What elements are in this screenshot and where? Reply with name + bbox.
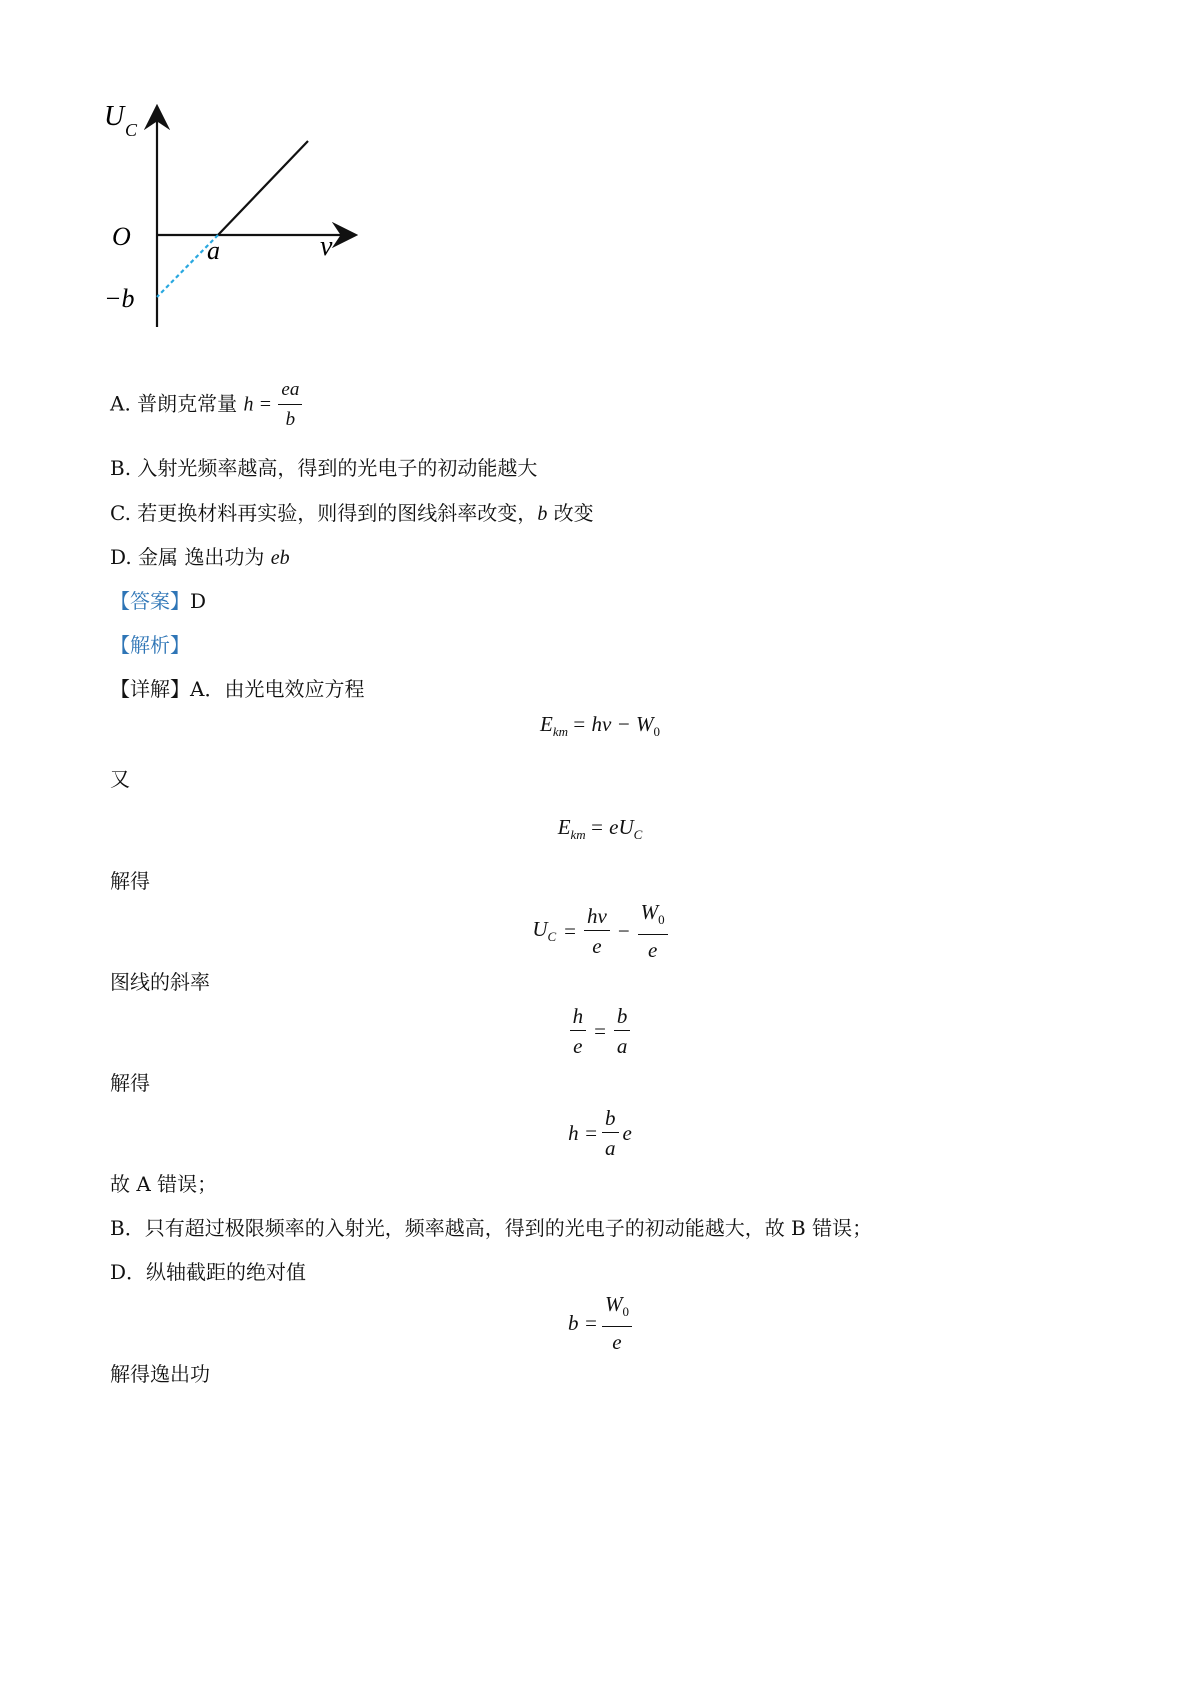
- d-explanation: D．纵轴截距的绝对值: [110, 1260, 307, 1284]
- equation-1: $E_{km}$ = $h\nu - W_0$: [540, 712, 660, 740]
- option-b: B. 入射光频率越高，得到的光电子的初动能越大: [110, 456, 538, 480]
- b-explanation: B．只有超过极限频率的入射光，频率越高，得到的光电子的初动能越大，故 B 错误；: [110, 1216, 873, 1240]
- option-d: D. 金属 逸出功为 eb: [110, 545, 290, 569]
- origin-label: O: [112, 222, 131, 251]
- y-axis-sub: C: [125, 120, 138, 140]
- y-intercept-label: −b: [104, 284, 135, 313]
- option-a: [110, 378, 302, 432]
- option-a-text: A. 普朗克常量: [110, 391, 238, 416]
- analysis-label: 【解析】: [110, 633, 190, 657]
- answer-label: 【答案】: [110, 589, 190, 613]
- option-a-fraction: $\frac{ea}{b}$: [278, 378, 302, 432]
- uc-line: [218, 141, 308, 235]
- a-wrong: 故 A 错误；: [110, 1172, 218, 1196]
- uc-vs-frequency-graph: [90, 95, 370, 355]
- y-axis-label: U: [104, 101, 125, 132]
- slope-text: 图线的斜率: [110, 970, 210, 994]
- detail-line-1: 【详解】A．由光电效应方程: [110, 677, 365, 701]
- equation-2: $E_{km}$ = $eU_C$: [557, 815, 643, 843]
- option-c: C. 若更换材料再实验，则得到的图线斜率改变，b 改变: [110, 501, 594, 525]
- x-axis-label: ν: [320, 231, 333, 262]
- jiede-2: 解得: [110, 1071, 150, 1095]
- jiede-1: 解得: [110, 869, 150, 893]
- you-text: 又: [110, 767, 130, 791]
- equation-6: b = $\frac{W_0}{e}$: [0, 1292, 1200, 1354]
- equation-4: $\frac{h}{e}$ = $\frac{b}{a}$: [0, 1004, 1200, 1058]
- jiede-w: 解得逸出功: [110, 1362, 210, 1386]
- answer-value: D: [190, 589, 207, 613]
- option-a-lhs: h =: [243, 393, 273, 416]
- x-intercept-label: a: [207, 236, 220, 265]
- equation-5: h = $\frac{b}{a}$ e: [568, 1106, 632, 1160]
- equation-3: $U_C$ = $\frac{h\nu}{e}$ − $\frac{W_0}{e}$: [0, 900, 1200, 962]
- answer-line: [110, 587, 206, 615]
